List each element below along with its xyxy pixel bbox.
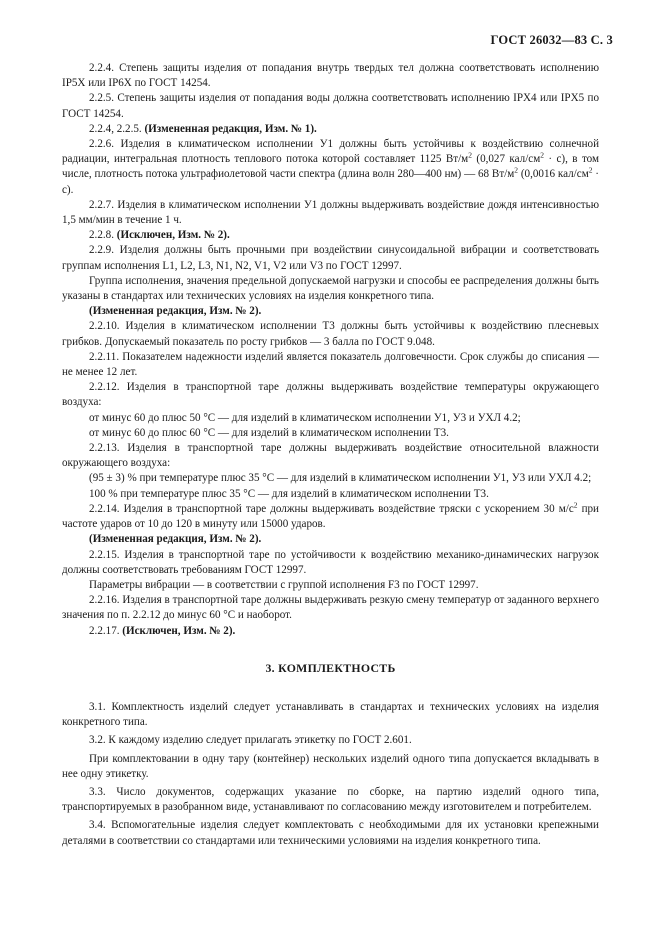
humidity-range-2: 100 % при температуре плюс 35 °С — для изделий в климатическом исполнении Т3. — [89, 487, 489, 500]
paragraph-2-2-15: 2.2.15. Изделия в транспортной таре по устойчивости к воздействию механико-динамических нагрузок должны соответствовать требованиям ГОСТ 12997. — [62, 548, 599, 576]
vibration-params: Параметры вибрации — в соответствии с группой исполнения F3 по ГОСТ 12997. — [89, 578, 479, 591]
amendment-label: (Измененная редакция, Изм. № 1). — [144, 122, 317, 135]
page-header: ГОСТ 26032—83 С. 3 — [490, 33, 613, 47]
paragraph-3-4: 3.4. Вспомогательные изделия следует комплектовать с необходимыми для их установки крепежными деталями в соответствии со стандартами или техническими условиями на изделия конкретного типа. — [62, 819, 599, 847]
paragraph-2-2-17: 2.2.17. (Исключен, Изм. № 2). — [89, 624, 236, 637]
temperature-range-2: от минус 60 до плюс 60 °С — для изделий в климатическом исполнении Т3. — [89, 426, 449, 439]
humidity-range-1: (95 ± 3) % при температуре плюс 35 °С — для изделий в климатическом исполнении У1, У3 или УХЛ 4.2; — [89, 472, 592, 485]
paragraph-3-2: 3.2. К каждому изделию следует прилагать этикетку по ГОСТ 2.601. — [89, 734, 412, 747]
amendment-label: (Измененная редакция, Изм. № 2). — [89, 533, 262, 546]
section-title: 3. КОМПЛЕКТНОСТЬ — [265, 660, 396, 675]
paragraph-2-2-12: 2.2.12. Изделия в транспортной таре должны выдерживать воздействие температуры окружающего воздуха: — [62, 381, 599, 409]
paragraph-2-2-16: 2.2.16. Изделия в транспортной таре должны выдерживать резкую смену температур от заданного верхнего значения по п. 2.2.12 до минус 60 °С и наоборот. — [62, 594, 599, 622]
paragraph-2-2-6: 2.2.6. Изделия в климатическом исполнении У1 должны быть устойчивы к воздействию солнечной радиации, интегральная плотность теплового потока которой составляет 1125 $Вт/м^2$ (0,027 кал/$см^2 \cdot с$), в том числе, плотность потока ультрафиолетовой части спектра (длина волн 280—400 нм) — 68 $Вт/м^2$ (0,0016 кал/$см^2 \cdot с$). — [62, 138, 600, 196]
paragraph-2-2-11: 2.2.11. Показателем надежности изделий является показатель долговечности. Срок службы до списания — не менее 12 лет. — [62, 350, 599, 379]
document-body — [62, 61, 599, 849]
amendment-note — [62, 122, 599, 137]
paragraph-3-1: 3.1. Комплектность изделий следует устанавливать в стандартах и технических условиях на изделия конкретного типа. — [62, 700, 599, 729]
paragraph-2-2-9: 2.2.9. Изделия должны быть прочными при воздействии синусоидальной вибрации и соответствовать группам исполнения L1, L2, L3, N1, N2, V1, V2 или V3 по ГОСТ 12997. — [62, 244, 599, 272]
paragraph-2-2-8: 2.2.8. (Исключен, Изм. № 2). — [89, 229, 230, 242]
temperature-range-1: от минус 60 до плюс 50 °С — для изделий в климатическом исполнении У1, У3 и УХЛ 4.2; — [89, 411, 521, 424]
paragraph-2-2-5: 2.2.5. Степень защиты изделия от попадания воды должна соответствовать исполнению IPX4 или IPX5 по ГОСТ 14254. — [62, 92, 599, 120]
paragraph-3-3: 3.3. Число документов, содержащих указание по сборке, на партию изделий одного типа, транспортируемых в разобранном виде, устанавливают по согласованию между изготовителем и потребителем. — [62, 785, 599, 814]
paragraph-2-2-13: 2.2.13. Изделия в транспортной таре должны выдерживать воздействие относительной влажности окружающего воздуха: — [62, 442, 599, 470]
amendment-label: (Исключен, Изм. № 2). — [116, 229, 230, 242]
amendment-label: (Исключен, Изм. № 2). — [122, 624, 236, 637]
paragraph-2-2-10: 2.2.10. Изделия в климатическом исполнении Т3 должны быть устойчивы к воздействию плесневых грибков. Допускаемый показатель по росту грибков — 3 балла по ГОСТ 9.048. — [62, 320, 599, 348]
paragraph-2-2-14: 2.2.14. Изделия в транспортной таре должны выдерживать воздействие тряски с ускорением 30 $м/с^2$ при частоте ударов от 10 до 120 в минуту или 15000 ударов. — [62, 500, 599, 531]
amendment-label: (Измененная редакция, Изм. № 2). — [89, 305, 262, 318]
clause-ref: 2.2.4, 2.2.5. — [89, 122, 142, 135]
paragraph-2-2-4: 2.2.4. Степень защиты изделия от попадания внутрь твердых тел должна соответствовать исполнению IP5X или IP6X по ГОСТ 14254. — [62, 62, 599, 90]
paragraph-2-2-7: 2.2.7. Изделия в климатическом исполнении У1 должны выдерживать воздействие дождя интенсивностью 1,5 мм/мин в течение 1 ч. — [62, 198, 599, 227]
paragraph-group-note: Группа исполнения, значения предельной допускаемой нагрузки и способы ее распределения должны быть указаны в стандартах или технических условиях на изделия конкретного типа. — [62, 274, 599, 303]
paragraph-3-2-note: При комплектовании в одну тару (контейнер) нескольких изделий одного типа допускается вкладывать в нее одну этикетку. — [62, 752, 599, 780]
